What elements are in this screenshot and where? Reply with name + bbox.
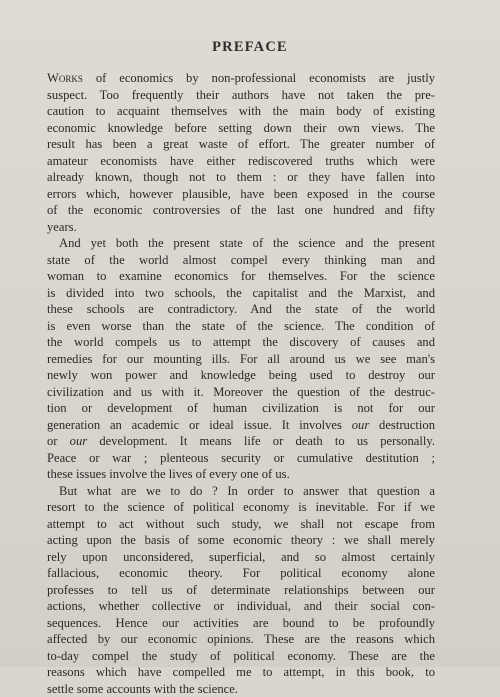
text-line: these schools are contradictory. And the state of the world: [47, 301, 435, 318]
text-line: generation an academic or ideal issue. It involves our destruction: [47, 417, 435, 434]
text-line: settle some accounts with the science.: [47, 681, 435, 697]
text-line: the world compels us to attempt the discovery of causes and: [47, 334, 435, 351]
text-line: tion or development of human civilization is not for our: [47, 400, 435, 417]
text-line: acting upon the basis of some economic theory : we shall merely: [47, 532, 435, 549]
text-line: affected by our economic opinions. These are the reasons which: [47, 631, 435, 648]
text-line: attempt to act without such study, we shall not escape from: [47, 516, 435, 533]
text-line: of the economic controversies of the last one hundred and fifty: [47, 202, 435, 219]
text-line: these issues involve the lives of every one of us.: [47, 466, 435, 483]
text-line: actions, whether collective or individual, and their social con-: [47, 598, 435, 615]
text-line: economic knowledge before setting down their own views. The: [47, 120, 435, 137]
body-text: [47, 70, 435, 697]
paragraph-1: [47, 70, 435, 235]
text-line: is even worse than the state of the science. The condition of: [47, 318, 435, 335]
page-title: PREFACE: [0, 39, 500, 56]
text-line: civilization and us with it. Moreover the question of the destruc-: [47, 384, 435, 401]
emphasis: our: [352, 418, 370, 432]
text-line: Peace or war ; plenteous security or cumulative destitution ;: [47, 450, 435, 467]
paragraph-2: [47, 235, 435, 483]
paragraph-3: [47, 483, 435, 697]
text-line: caution to acquaint themselves with the main body of existing: [47, 103, 435, 120]
text-line: fallacious, economic theory. For political economy alone: [47, 565, 435, 582]
text-line: state of the world almost compel every thinking man and: [47, 252, 435, 269]
text-line: sequences. Hence our activities are bound to be profoundly: [47, 615, 435, 632]
text-line: already known, though not to them : or they have fallen into: [47, 169, 435, 186]
text-line: woman to examine economics for themselves. For the science: [47, 268, 435, 285]
opening-word: Works: [47, 71, 83, 85]
text-line: rely upon unconsidered, superficial, and so almost certainly: [47, 549, 435, 566]
text-line: But what are we to do ? In order to answer that question a: [47, 483, 435, 500]
text-line: years.: [47, 219, 435, 236]
text-line: professes to tell us of determinate relationships between our: [47, 582, 435, 599]
text-line: result has been a great waste of effort. The greater number of: [47, 136, 435, 153]
text-line: reasons which have compelled me to attempt, in this book, to: [47, 664, 435, 681]
text-line: remedies for our mounting ills. For all around us we see man's: [47, 351, 435, 368]
text-line: newly won power and knowledge being used to destroy our: [47, 367, 435, 384]
text-line: to-day compel the study of political economy. These are the: [47, 648, 435, 665]
text-line: resort to the science of political economy is inevitable. For if we: [47, 499, 435, 516]
text-line: or our development. It means life or death to us personally.: [47, 433, 435, 450]
emphasis: our: [70, 434, 88, 448]
text-line: is divided into two schools, the capitalist and the Marxist, and: [47, 285, 435, 302]
text-line: Works of economics by non-professional economists are justly: [47, 70, 435, 87]
text-line: And yet both the present state of the science and the present: [47, 235, 435, 252]
text-line: suspect. Too frequently their authors have not taken the pre-: [47, 87, 435, 104]
text-line: amateur economists have either rediscovered truths which were: [47, 153, 435, 170]
text-line: errors which, however plausible, have been exposed in the course: [47, 186, 435, 203]
